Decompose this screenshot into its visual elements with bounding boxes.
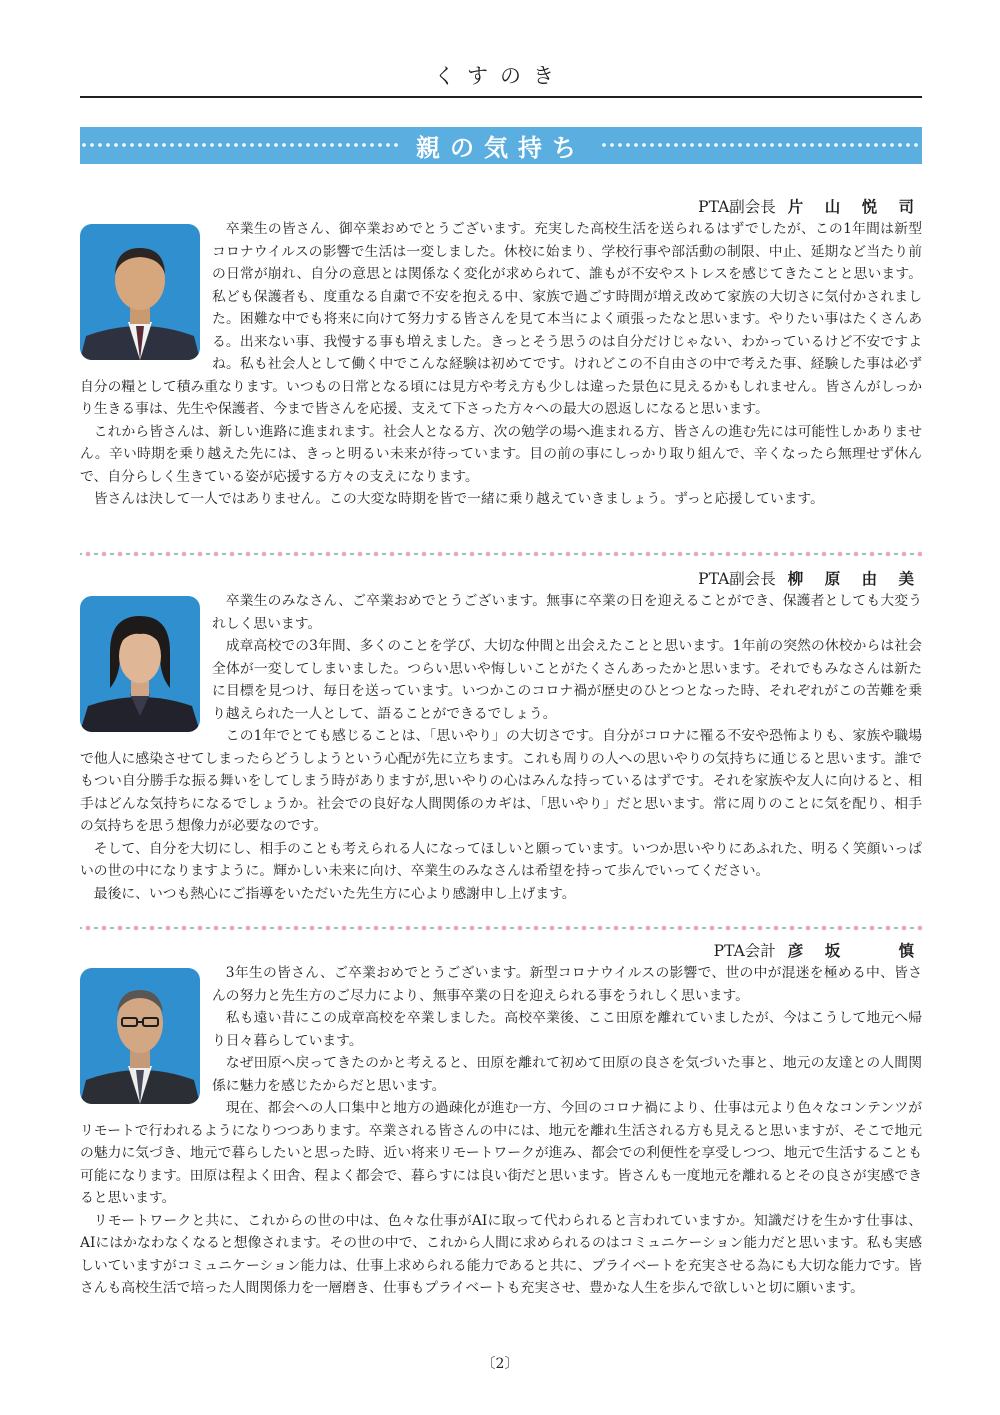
byline [80, 196, 922, 218]
paragraph: 最後に、いつも熱心にご指導をいただいた先生方に心より感謝申し上げます。 [93, 885, 576, 902]
paragraph: 私も遠い昔にこの成章高校を卒業しました。高校卒業後、ここ田原を離れていましたが、今はこうして地元へ帰り日々暮らしています。 [212, 1010, 922, 1049]
paragraph: そして、自分を大切にし、相手のことも考えられる人になってほしいと願っています。いつか思いやりにあふれた、明るく笑顔いっぱいの世の中になりますように。輝かしい未来に向け、卒業生のみなさんは希望を持って歩んでいってください。 [80, 840, 922, 879]
author-photo [80, 968, 200, 1104]
flower-divider [80, 924, 922, 932]
byline [80, 568, 922, 590]
author-photo [80, 596, 200, 732]
message-section-1 [80, 196, 922, 511]
author-name: 柳 原 由 美 [787, 570, 922, 588]
author-name: 片 山 悦 司 [787, 198, 922, 216]
header-rule [80, 96, 922, 98]
paragraph: 現在、都会への人口集中と地方の過疎化が進む一方、今回のコロナ禍により、仕事は元より色々なコンテンツがリモートで行われるようになりつつあります。卒業される皆さんの中には、地元を離れ生活される方も見えると思いますが、そこで地元の魅力に気づき、地元で暮らしたいと思った時、近い将来リモートワークが進み、都会での利便性を享受しつつ、地元で生活することも可能になります。田原は程よく田舎、程よく都会で、暮らすには良い街だと思います。皆さんも一度地元を離れるとその良さが実感できると思います。 [80, 1100, 922, 1206]
paragraph: 卒業生のみなさん、ご卒業おめでとうございます。無事に卒業の日を迎えることができ、保護者としても大変うれしく思います。 [212, 593, 922, 632]
section-banner [80, 127, 922, 164]
paragraph: 成章高校での3年間、多くのことを学び、大切な仲間と出会えたことと思います。1年前の突然の休校からは社会全体が一変してしまいました。つらい思いや悔しいことがたくさんあったかと思います。それでもみなさんは新たに目標を見つけ、毎日を送っています。いつかこのコロナ禍が歴史のひとつとなった時、それぞれがこの苦難を乗り越えられた一人として、語ることができるでしょう。 [212, 638, 922, 722]
message-section-2 [80, 568, 922, 905]
author-photo [80, 224, 200, 360]
masthead-title: くすのき [434, 64, 566, 88]
paragraph: これから皆さんは、新しい進路に進まれます。社会人となる方、次の勉学の場へ進まれる方、皆さんの進む先には可能性しかありません。辛い時期を乗り越えた先には、きっと明るい未来が待っています。目の前の事にしっかり取り組んで、辛くなったら無理せず休んで、自分らしく生きている姿が応援する方々の支えになります。 [80, 423, 922, 485]
paragraph: 卒業生の皆さん、御卒業おめでとうございます。充実した高校生活を送られるはずでしたが、この1年間は新型コロナウイルスの影響で生活は一変しました。休校に始まり、学校行事や部活動の制限、中止、延期など当たり前の日常が崩れ、自分の意思とは関係なく変化が求められて、誰もが不安やストレスを感じてきたことと思います。私ども保護者も、度重なる自粛で不安を抱える中、家族で過ごす時間が増え改めて家族の大切さに気付かされました。困難な中でも将来に向けて努力する皆さんを見て本当によく頑張ったなと思います。やりたい事はたくさんある。出来ない事、我慢する事も増えました。きっとそう思うのは自分だけじゃない、わかっているけど不安ですよね。私も社会人として働く中でこんな経験は初めてです。けれどこの不自由さの中で考えた事、経験した事は必ず自分の糧として積み重なります。いつもの日常となる頃には見方や考え方も少しは違った景色に見えるかもしれません。皆さんがしっかり生きる事は、先生や保護者、今まで皆さんを応援、支えて下さった方々への最大の恩返しになると思います。 [80, 221, 922, 417]
paragraph: この1年でとても感じることは、「思いやり」の大切さです。自分がコロナに罹る不安や恐怖よりも、家族や職場で他人に感染させてしまったらどうしようという心配が先に立ちます。これも周りの人への思いやりの気持ちに通じると思います。誰でもつい自分勝手な振る舞いをしてしまう時がありますが,思いやりの心はみんな持っているはずです。それを家族や友人に向けると、相手はどんな気持ちになるでしょうか。社会での良好な人間関係のカギは、「思いやり」だと思います。常に周りのことに気を配り、相手の気持ちを思う想像力が必要なのです。 [80, 728, 922, 834]
author-role: PTA会計 [713, 942, 776, 960]
byline [80, 940, 922, 962]
author-role: PTA副会長 [698, 570, 776, 588]
flower-divider [80, 550, 922, 558]
paragraph: 皆さんは決して一人ではありません。この大変な時期を皆で一緒に乗り越えていきましょう。ずっと応援しています。 [93, 491, 824, 507]
paragraph: リモートワークと共に、これからの世の中は、色々な仕事がAIに取って代わられると言われていますか。知識だけを生かす仕事は、AIにはかなわなくなると想像されます。その世の中で、これから人間に求められるのはコミュニケーション能力だと思います。私も実感しいていますがコミュニケーション能力は、仕事上求められる能力であると共に、プライベートを充実させる為にも大切な能力です。皆さんも高校生活で培った人間関係力を一層磨き、仕事もプライベートも充実させ、豊かな人生を歩んで欲しいと切に願います。 [80, 1212, 922, 1296]
paragraph: 3年生の皆さん、ご卒業おめでとうございます。新型コロナウイルスの影響で、世の中が混迷を極める中、皆さんの努力と先生方のご尽力により、無事卒業の日を迎えられる事をうれしく思います。 [212, 965, 922, 1004]
banner-pattern-right [600, 127, 922, 164]
paragraph: なぜ田原へ戻ってきたのかと考えると、田原を離れて初めて田原の良さを気づいた事と、地元の友達との人間関係に魅力を感じたからだと思います。 [212, 1055, 922, 1094]
page-number: 〔2〕 [481, 1356, 519, 1372]
message-section-3 [80, 940, 922, 1300]
banner-pattern-left [80, 127, 402, 164]
section-title: 親の気持ち [416, 134, 586, 162]
author-role: PTA副会長 [698, 198, 776, 216]
author-name: 彦 坂 慎 [787, 942, 922, 960]
